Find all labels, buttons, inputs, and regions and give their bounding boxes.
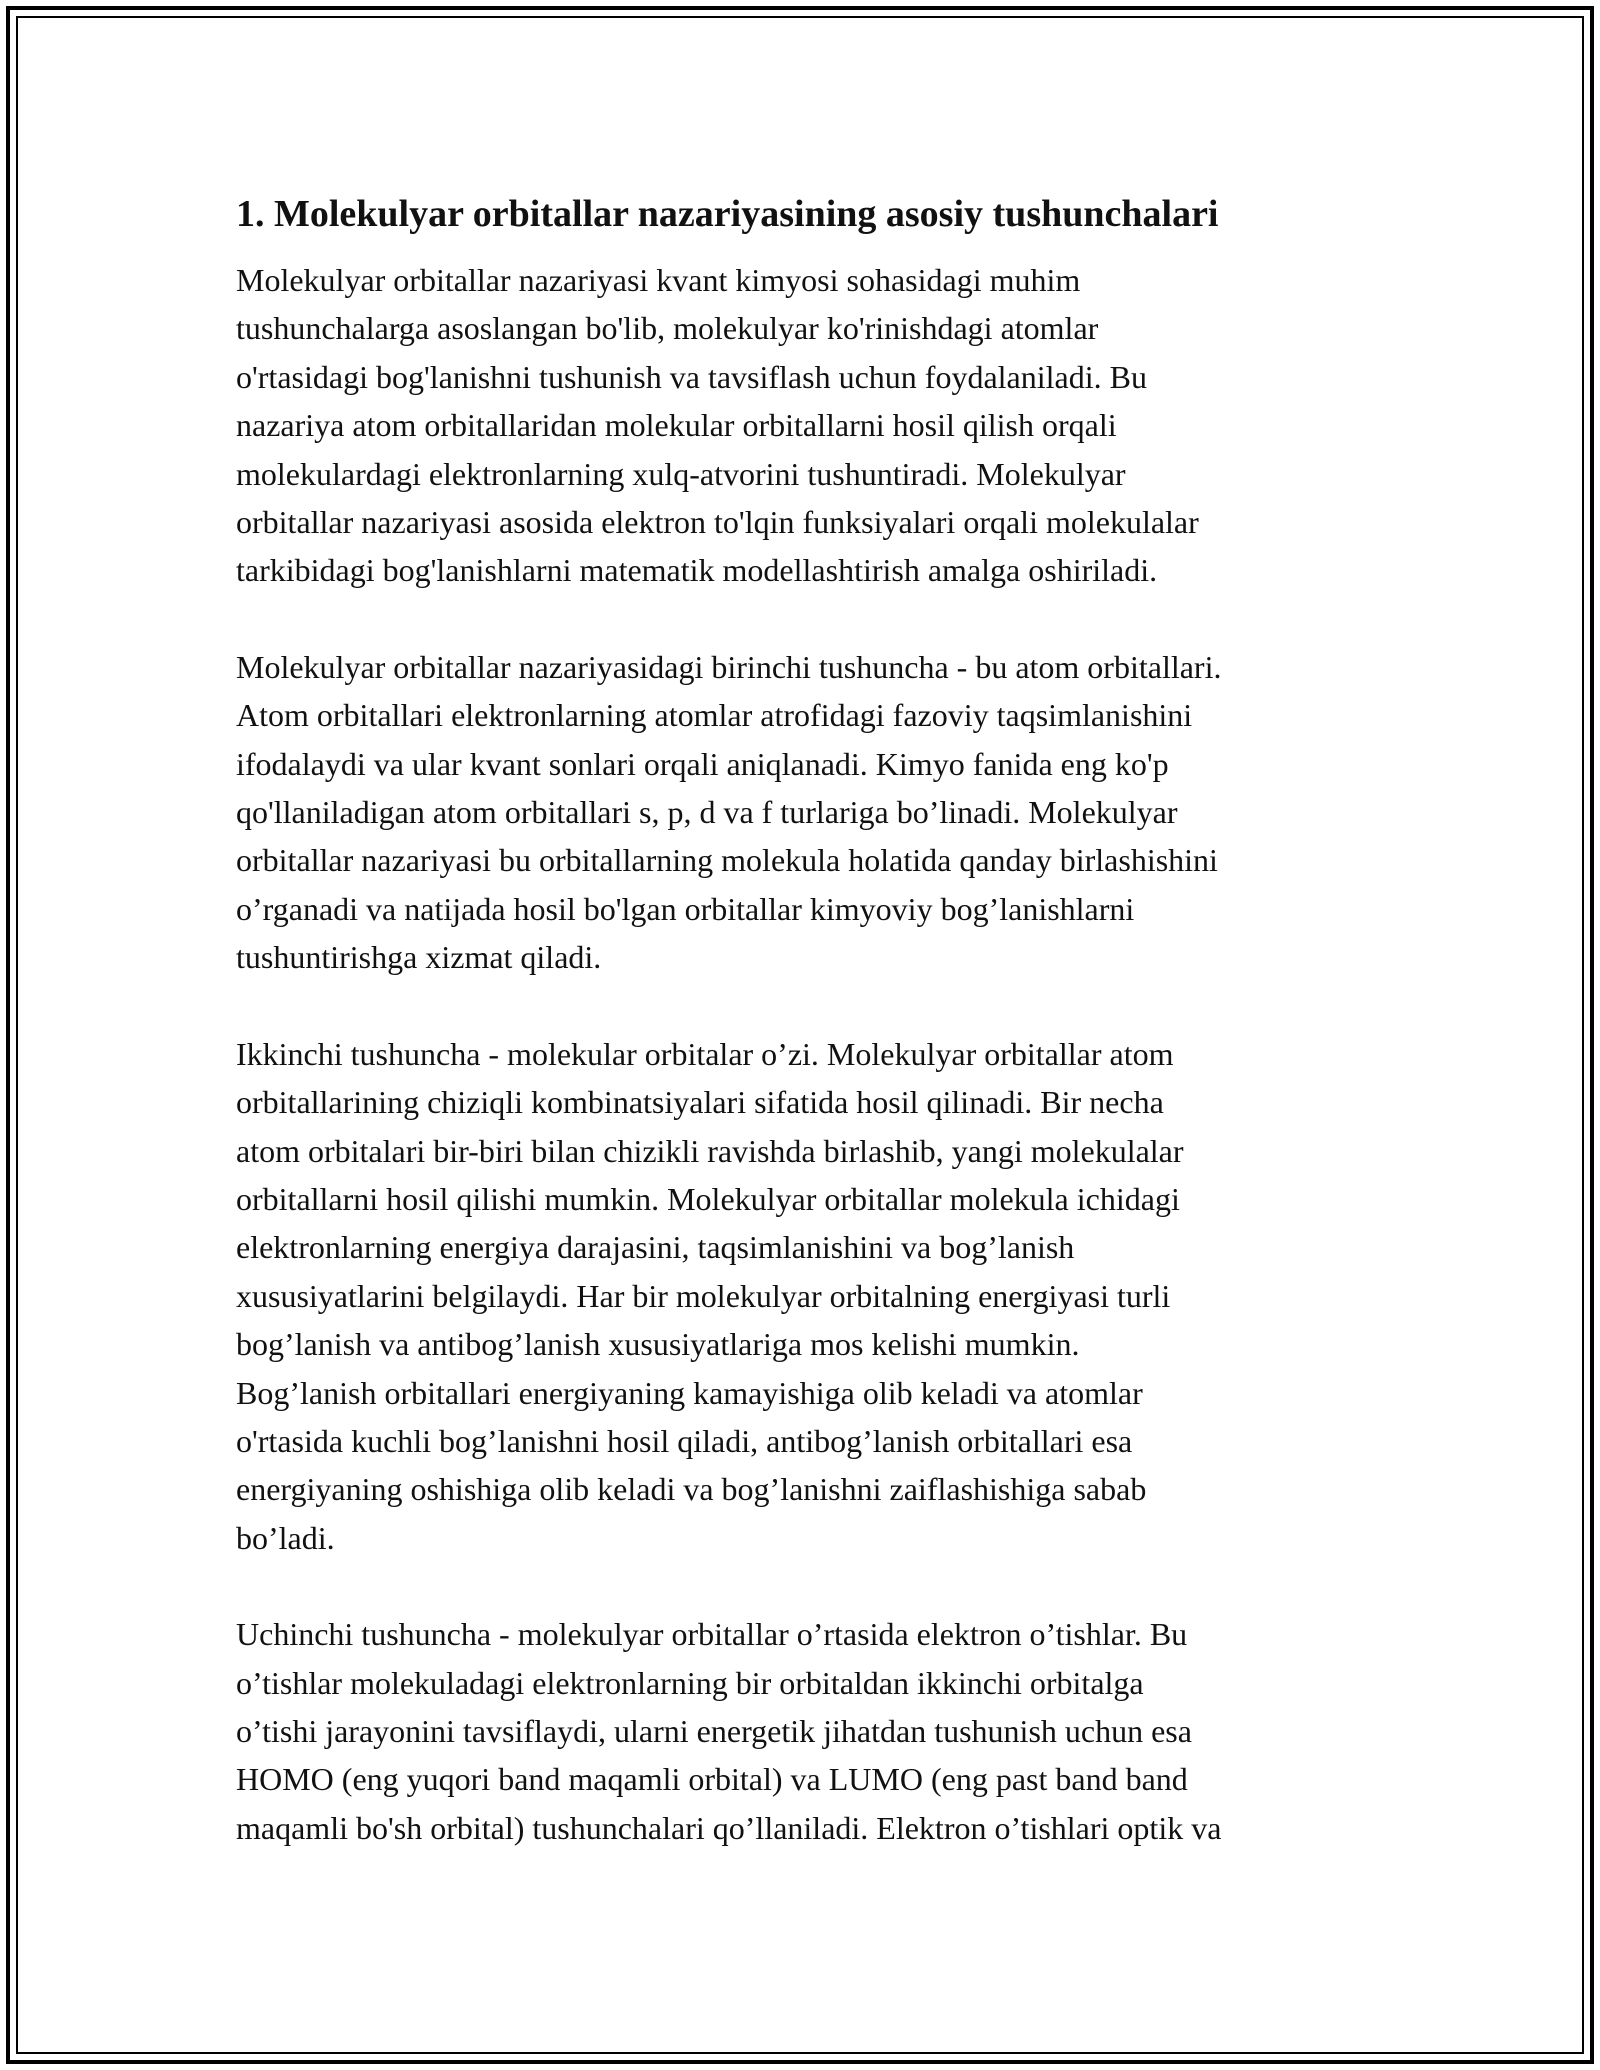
paragraph-first-concept: Molekulyar orbitallar nazariyasidagi birinchi tushuncha - bu atom orbitallari. Atom orbitallari elektronlarning atomlar atrofidagi fazoviy taqsimlanishini ifodalaydi va ular kvant sonlari orqali aniqlanadi. Kimyo fanida eng ko'p qo'llaniladigan atom orbitallari s, p, d va f turlariga bo’linadi. Molekulyar orbitallar nazariyasi bu orbitallarning molekula holatida qanday birlashishini o’rganadi va natijada hosil bo'lgan orbitallar kimyoviy bog’lanishlarni tushuntirishga xizmat qiladi. <box>236 648 1222 976</box>
section-heading: 1. Molekulyar orbitallar nazariyasining asosiy tushunchalari <box>236 193 1219 235</box>
paragraph-third-concept: Uchinchi tushuncha - molekulyar orbitallar o’rtasida elektron o’tishlar. Bu o’tishlar molekuladagi elektronlarning bir orbitaldan ikkinchi orbitalga o’tishi jarayonini tavsiflaydi, ularni energetik jihatdan tushunish uchun esa HOMO (eng yuqori band maqamli orbital) va LUMO (eng past band band maqamli bo'sh orbital) tushunchalari qo’llaniladi. Elektron o’tishlari optik va <box>236 1616 1222 1846</box>
paragraph-second-concept: Ikkinchi tushuncha - molekular orbitalar o’zi. Molekulyar orbitallar atom orbitallarining chiziqli kombinatsiyalari sifatida hosil qilinadi. Bir necha atom orbitalari bir-biri bilan chizikli ravishda birlashib, yangi molekulalar orbitallarni hosil qilishi mumkin. Molekulyar orbitallar molekula ichidagi elektronlarning energiya darajasini, taqsimlanishini va bog’lanish xususiyatlarini belgilaydi. Har bir molekulyar orbitalning energiyasi turli bog’lanish va antibog’lanish xususiyatlariga mos kelishi mumkin. Bog’lanish orbitallari energiyaning kamayishiga olib keladi va atomlar o'rtasida kuchli bog’lanishni hosil qiladi, antibog’lanish orbitallari esa energiyaning oshishiga olib keladi va bog’lanishni zaiflashishiga sabab bo’ladi. <box>236 1035 1184 1556</box>
paragraph-intro: Molekulyar orbitallar nazariyasi kvant kimyosi sohasidagi muhim tushunchalarga asoslangan bo'lib, molekulyar ko'rinishdagi atomlar o'rtasidagi bog'lanishni tushunish va tavsiflash uchun foydalaniladi. Bu nazariya atom orbitallaridan molekular orbitallarni hosil qilish orqali molekulardagi elektronlarning xulq-atvorini tushuntiradi. Molekulyar orbitallar nazariyasi asosida elektron to'lqin funksiyalari orqali molekulalar tarkibidagi bog'lanishlarni matematik modellashtirish amalga oshiriladi. <box>236 262 1199 589</box>
document-body <box>236 190 1371 1900</box>
